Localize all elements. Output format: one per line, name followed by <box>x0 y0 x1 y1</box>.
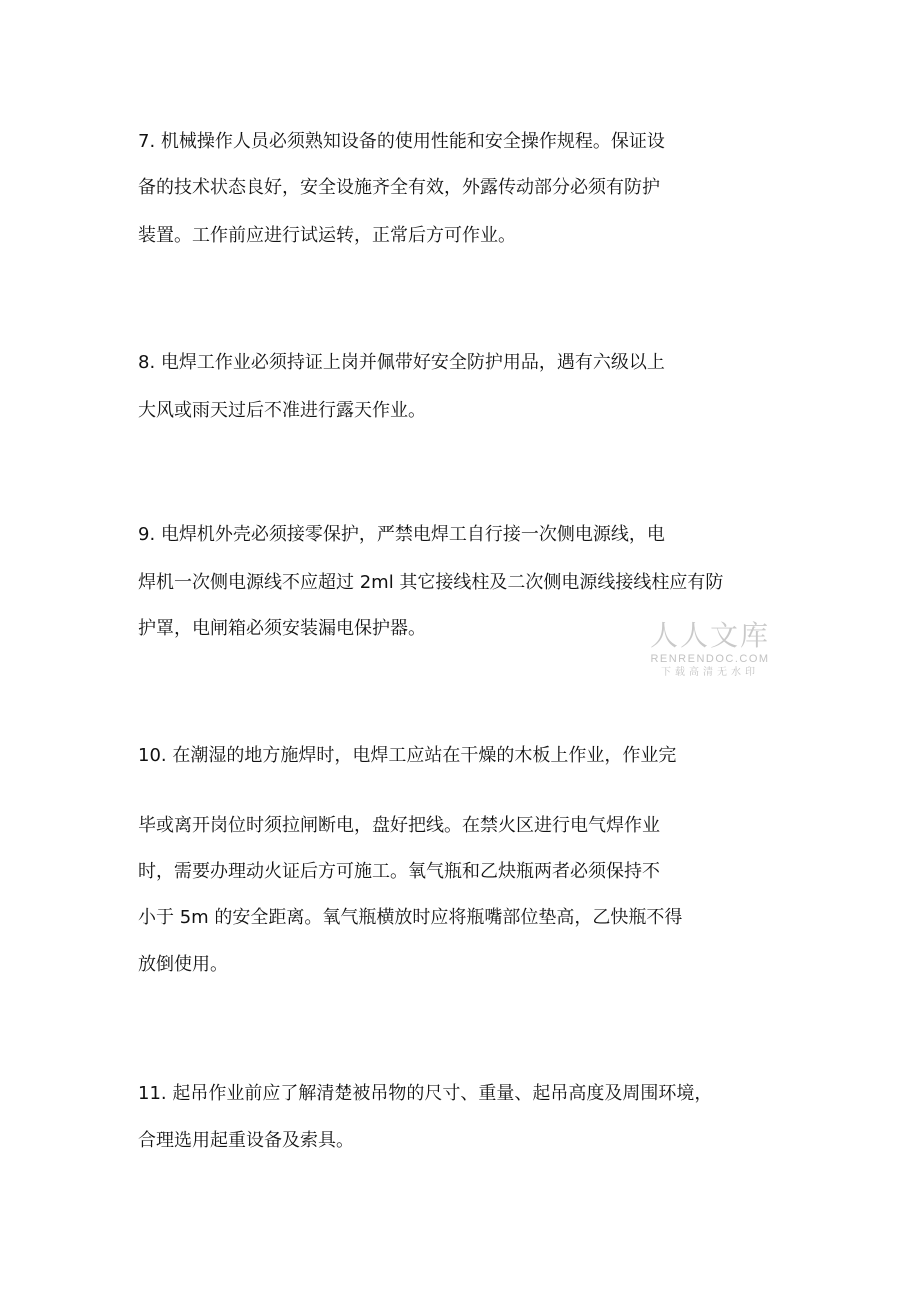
watermark-domain: RENRENDOC.COM <box>650 653 770 665</box>
watermark-title: 人人文库 <box>649 619 770 652</box>
text-line: 小于 5m 的安全距离。氧气瓶横放时应将瓶嘴部位垫高，乙快瓶不得 <box>138 907 683 928</box>
text-line: 备的技术状态良好，安全设施齐全有效，外露传动部分必须有防护 <box>138 177 660 198</box>
text-line: 时，需要办理动火证后方可施工。氧气瓶和乙炔瓶两者必须保持不 <box>138 861 660 882</box>
text-line: 合理选用起重设备及索具。 <box>138 1130 354 1151</box>
text-line: 7. 机械操作人员必须熟知设备的使用性能和安全操作规程。保证设 <box>138 131 665 152</box>
text-line: 护罩，电闸箱必须安装漏电保护器。 <box>138 618 426 639</box>
text-line: 8. 电焊工作业必须持证上岗并佩带好安全防护用品，遇有六级以上 <box>138 352 665 373</box>
text-line: 装置。工作前应进行试运转，正常后方可作业。 <box>138 225 516 246</box>
text-line: 9. 电焊机外壳必须接零保护，严禁电焊工自行接一次侧电源线，电 <box>138 524 665 545</box>
watermark-tagline: 下载高清无水印 <box>661 667 759 678</box>
text-line: 10. 在潮湿的地方施焊时，电焊工应站在干燥的木板上作业，作业完 <box>138 745 677 766</box>
text-line: 大风或雨天过后不准进行露天作业。 <box>138 400 426 421</box>
text-line: 11. 起吊作业前应了解清楚被吊物的尺寸、重量、起吊高度及周围环境， <box>138 1083 713 1104</box>
text-line: 焊机一次侧电源线不应超过 2ml 其它接线柱及二次侧电源线接线柱应有防 <box>138 572 724 593</box>
text-line: 放倒使用。 <box>138 954 228 975</box>
text-line: 毕或离开岗位时须拉闸断电，盘好把线。在禁火区进行电气焊作业 <box>138 815 660 836</box>
watermark <box>640 620 780 679</box>
